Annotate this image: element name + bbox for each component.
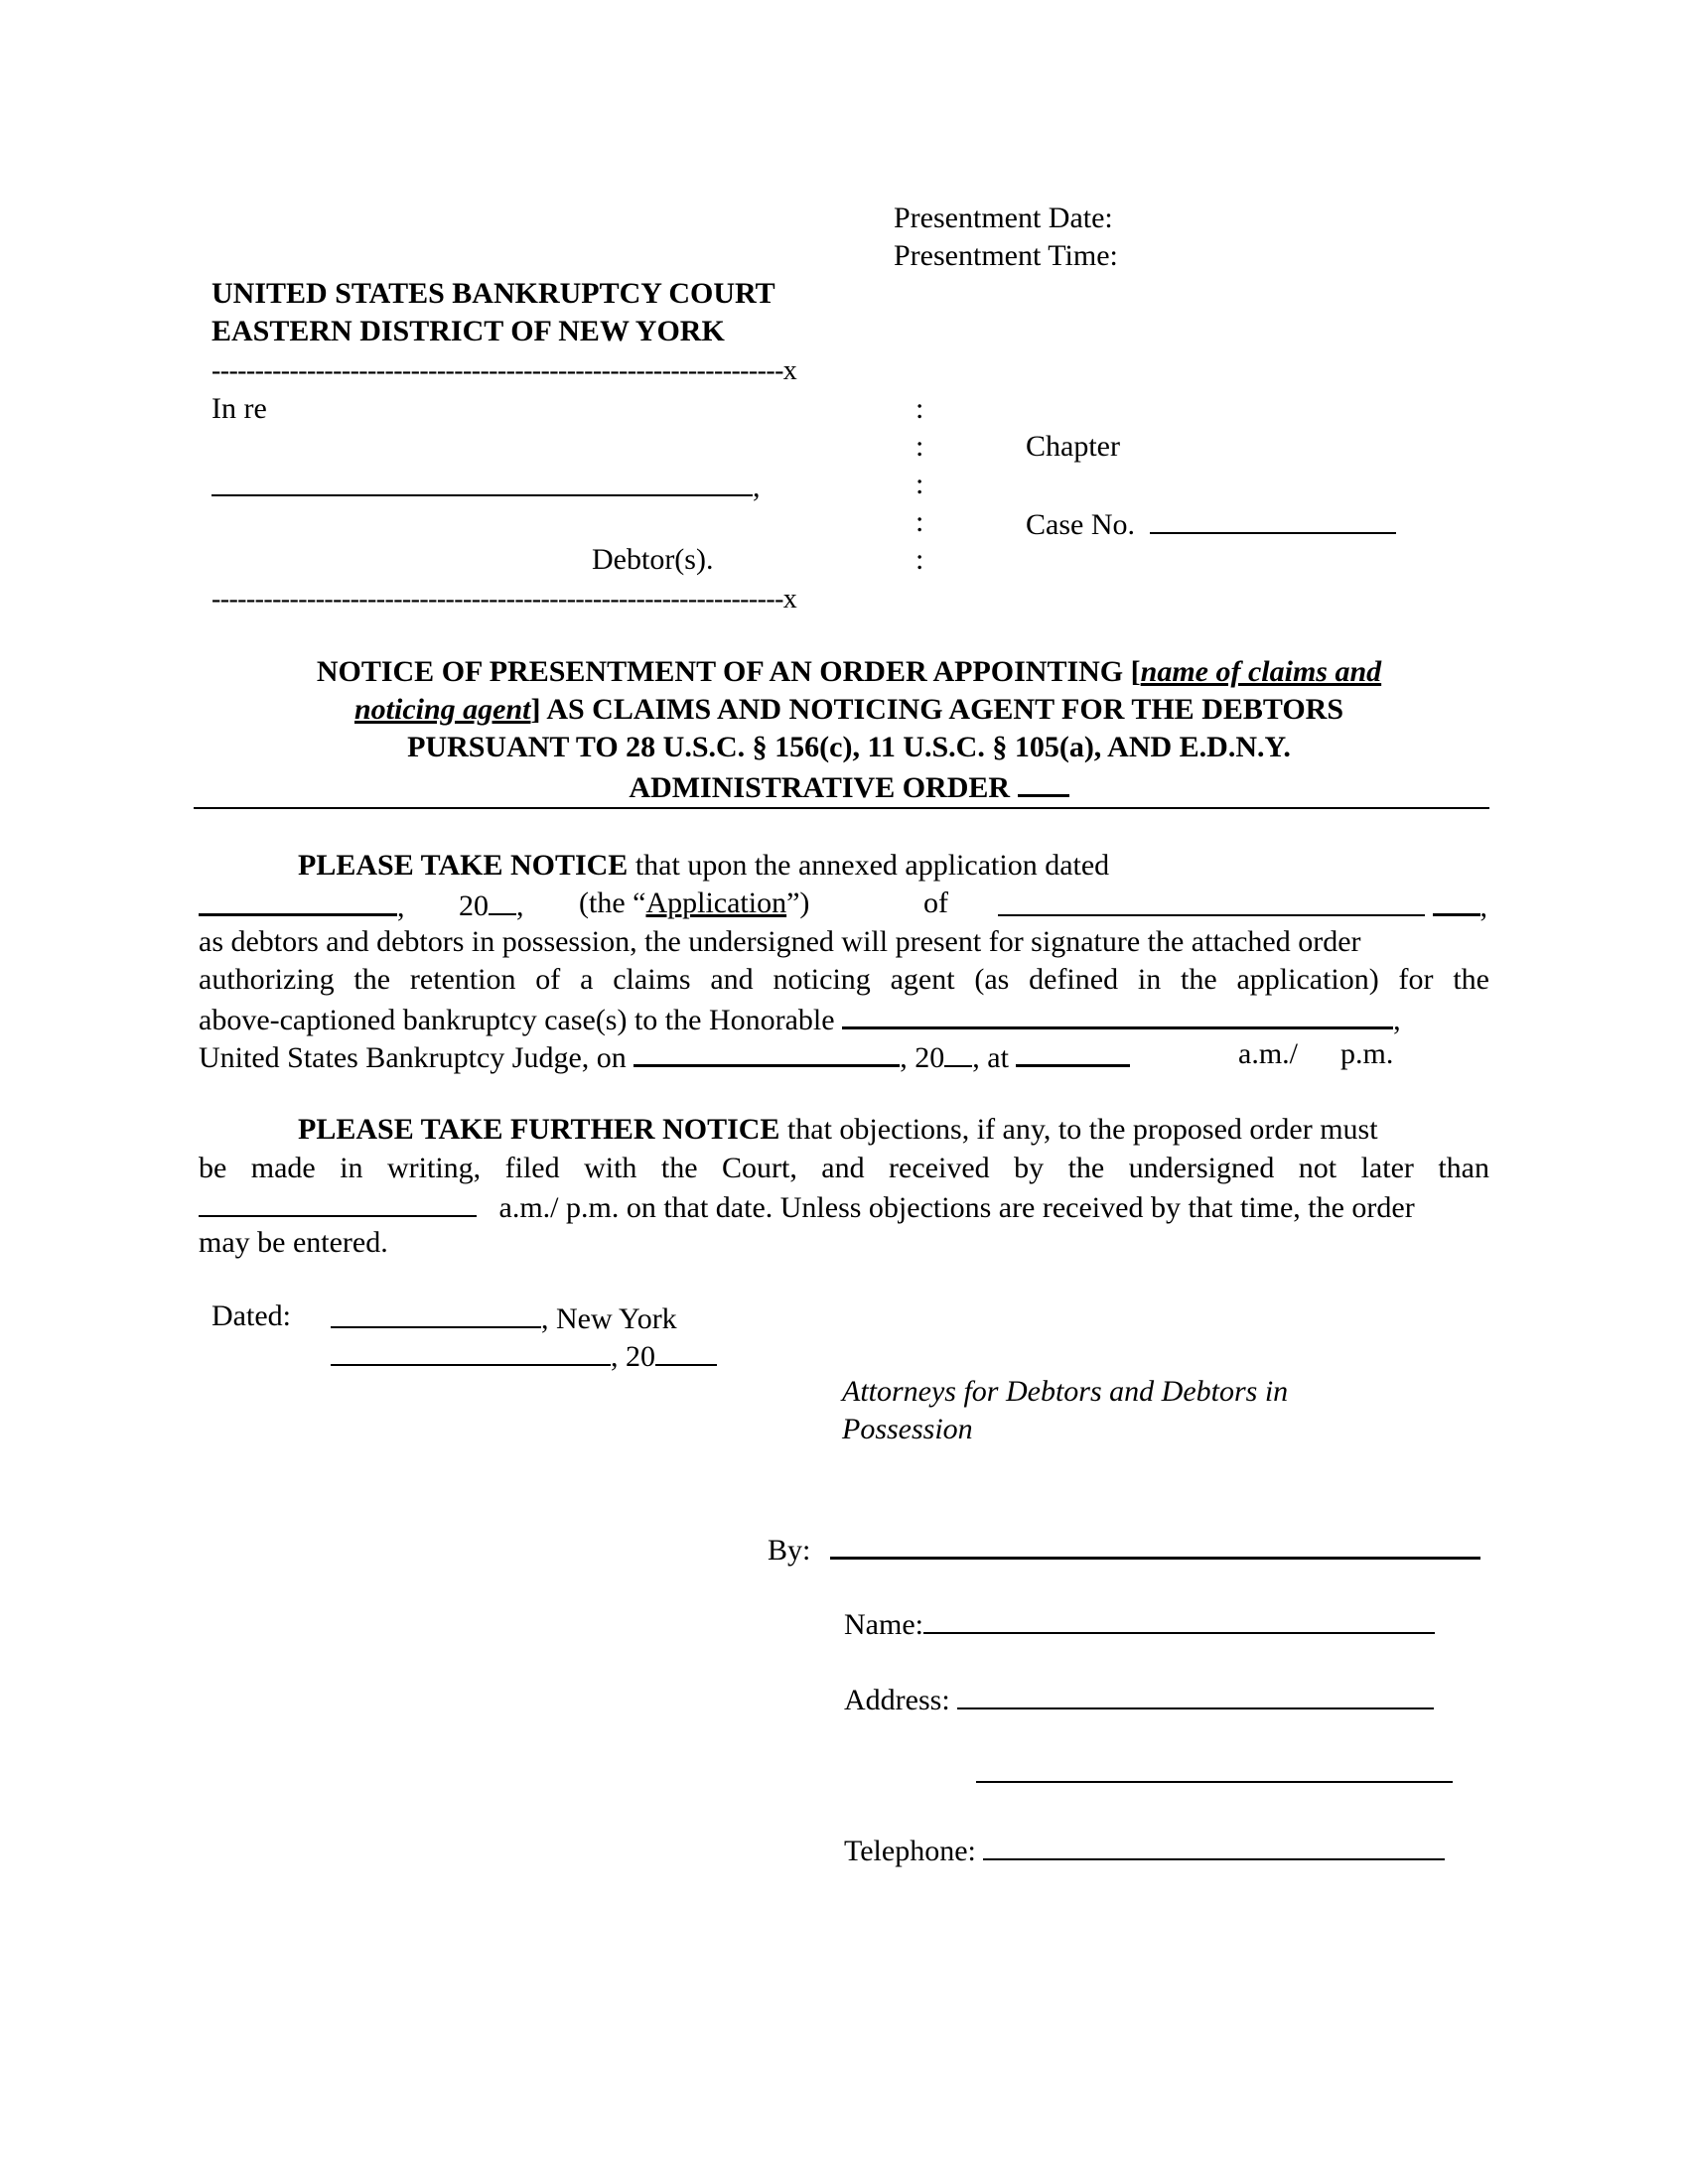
telephone-blank — [983, 1831, 1445, 1860]
para1-lead: PLEASE TAKE NOTICE — [298, 849, 629, 882]
para1-line5: above-captioned bankruptcy case(s) to the Honorable , — [199, 999, 1401, 1038]
caption-bottom-border: ------------------------------------------------------------------x — [211, 584, 797, 614]
debtor-name-blank — [211, 467, 753, 496]
debtor-entity-blank-line: , — [998, 886, 1487, 925]
line6-year: , 20 — [900, 1041, 945, 1074]
dated-year-blank — [655, 1336, 717, 1366]
presentment-date-blank — [633, 1036, 900, 1067]
document-title-line3: PURSUANT TO 28 U.S.C. § 156(c), 11 U.S.C. § 105(a), AND E.D.N.Y. — [407, 731, 1291, 763]
attorneys-line2: Possession — [842, 1413, 973, 1445]
document-title-line2 — [189, 691, 1509, 729]
para2-lead: PLEASE TAKE FURTHER NOTICE — [298, 1113, 780, 1146]
debtors-label: Debtor(s). — [592, 543, 714, 576]
by-field — [768, 1529, 1480, 1569]
case-no-blank — [1150, 504, 1396, 534]
admin-order-blank — [1018, 766, 1069, 797]
name-label: Name: — [844, 1608, 923, 1641]
court-district: EASTERN DISTRICT OF NEW YORK — [211, 315, 725, 347]
para1-line6 — [199, 1036, 1130, 1076]
address-blank-1 — [957, 1680, 1434, 1709]
para2-line4: may be entered. — [199, 1226, 388, 1259]
dated-year: , 20 — [611, 1340, 655, 1373]
the-suffix: ”) — [786, 887, 810, 919]
caption-top-border: ------------------------------------------------------------------x — [211, 355, 797, 386]
para1-pm: p.m. — [1340, 1037, 1394, 1070]
the-application — [579, 886, 809, 921]
para1-line1 — [298, 848, 1109, 884]
document-title-line1 — [189, 653, 1509, 691]
line6-year-blank — [944, 1037, 972, 1067]
case-no-label: Case No. — [1026, 508, 1135, 541]
document-title-line4 — [189, 766, 1509, 807]
para1-line3: as debtors and debtors in possession, the undersigned will present for signature the attached order — [199, 925, 1361, 958]
dated-city: , New York — [541, 1302, 677, 1335]
title-part2: ] AS CLAIMS AND NOTICING AGENT FOR THE DEBTORS — [530, 693, 1344, 726]
attorneys-line1: Attorneys for Debtors and Debtors in — [842, 1375, 1289, 1408]
chapter-label: Chapter — [1026, 430, 1120, 463]
name-field — [844, 1604, 1435, 1643]
telephone-label: Telephone: — [844, 1835, 976, 1867]
the-prefix: (the “ — [579, 887, 646, 919]
presentment-time-label: Presentment Time: — [894, 239, 1118, 272]
line6-at: , at — [972, 1041, 1009, 1074]
name-blank — [923, 1604, 1435, 1634]
honorable-text: above-captioned bankruptcy case(s) to the Honorable — [199, 1004, 835, 1036]
debtor-name-field — [211, 467, 761, 505]
address-line-2 — [976, 1753, 1453, 1792]
agent-placeholder-b: noticing agent — [353, 693, 531, 726]
case-no-field — [1026, 504, 1396, 543]
title-line4-text: ADMINISTRATIVE ORDER — [629, 771, 1011, 804]
presentment-time-blank — [1016, 1036, 1130, 1067]
para2-line3-text: a.m./ p.m. on that date. Unless objections are received by that time, the order — [498, 1191, 1415, 1224]
caption-colon: : — [915, 543, 924, 576]
para1-line1-text: that upon the annexed application dated — [628, 849, 1110, 882]
application-date-blank — [199, 886, 397, 916]
of-label: of — [923, 887, 948, 919]
title-part1: NOTICE OF PRESENTMENT OF AN ORDER APPOINTING [ — [316, 655, 1141, 688]
dated-month-blank — [331, 1336, 611, 1366]
application-date-blank-line: , — [199, 886, 405, 925]
address-label: Address: — [844, 1684, 950, 1716]
caption-colon: : — [915, 392, 924, 425]
title-rule — [194, 807, 1489, 809]
by-label: By: — [768, 1534, 811, 1567]
agent-placeholder-a: name of claims and — [1140, 655, 1382, 688]
in-re-label: In re — [211, 392, 267, 425]
para1-am: a.m./ — [1238, 1037, 1298, 1070]
telephone-field — [844, 1831, 1445, 1869]
para1-line4: authorizing the retention of a claims and noticing agent (as defined in the application) for the — [199, 963, 1489, 996]
debtor-entity-blank-2 — [1433, 886, 1480, 916]
court-name: UNITED STATES BANKRUPTCY COURT — [211, 277, 775, 310]
caption-colon: : — [915, 430, 924, 463]
application-term: Application — [645, 887, 787, 919]
para2-line3 — [199, 1187, 1415, 1226]
para2-line1 — [298, 1112, 1378, 1148]
application-year: 20 , — [459, 886, 524, 924]
dated-city-line — [331, 1298, 677, 1337]
dated-day-blank — [331, 1298, 541, 1328]
judge-name-blank — [842, 999, 1393, 1029]
dated-label: Dated: — [211, 1299, 291, 1332]
judge-on-text: United States Bankruptcy Judge, on — [199, 1041, 627, 1074]
address-blank-2 — [976, 1753, 1453, 1783]
debtor-entity-blank — [998, 887, 1425, 916]
debtor-comma: , — [753, 471, 761, 503]
para2-line2: be made in writing, filed with the Court, and received by the undersigned not later than — [199, 1152, 1489, 1184]
signature-blank — [830, 1529, 1480, 1560]
address-field — [844, 1680, 1434, 1718]
year-prefix: 20 — [459, 889, 489, 922]
presentment-date-label: Presentment Date: — [894, 202, 1113, 234]
objection-deadline-blank — [199, 1187, 477, 1217]
dated-year-line — [331, 1336, 717, 1375]
caption-colon: : — [915, 468, 924, 500]
para2-line1-text: that objections, if any, to the proposed order must — [779, 1113, 1378, 1146]
caption-colon: : — [915, 505, 924, 538]
year-blank — [489, 886, 516, 915]
